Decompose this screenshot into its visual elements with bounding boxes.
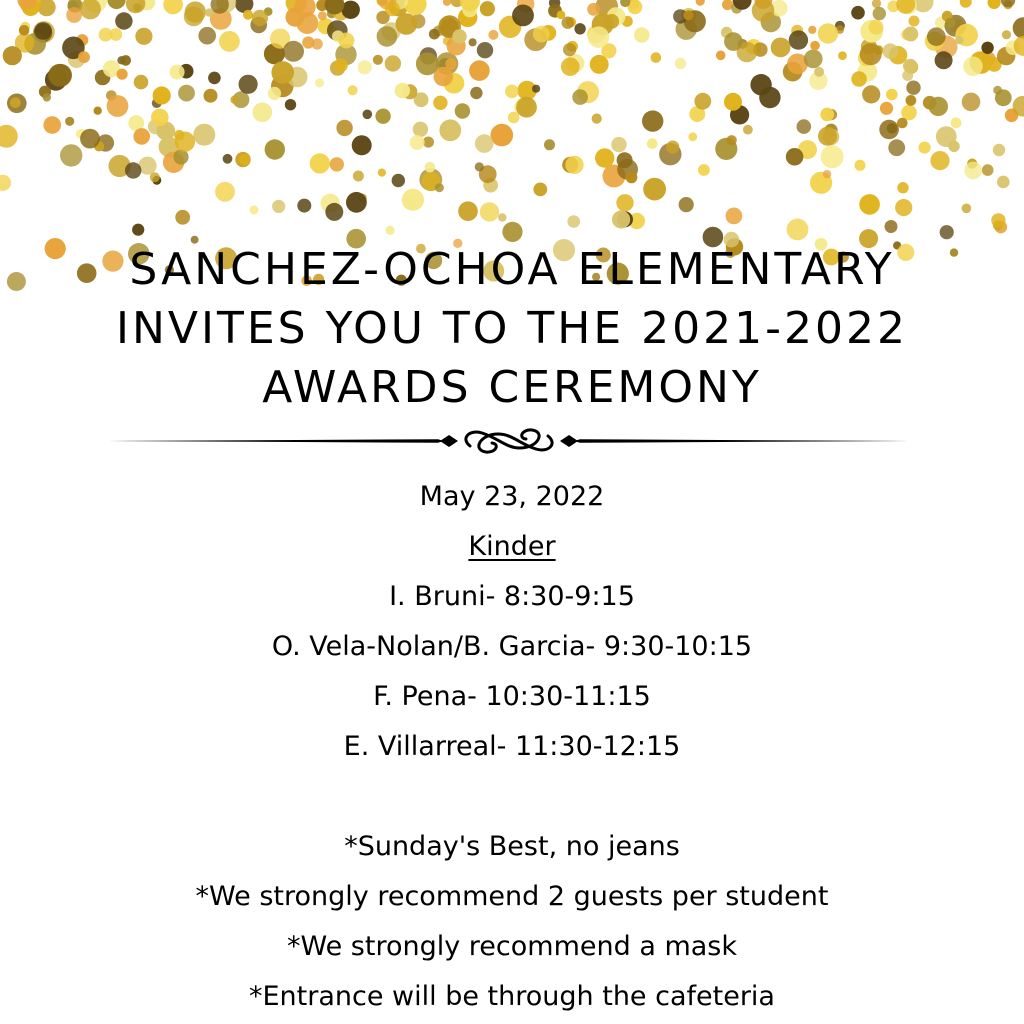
confetti-dot <box>271 61 294 84</box>
confetti-dot <box>561 57 580 76</box>
confetti-dot <box>348 85 358 95</box>
confetti-dot <box>617 152 633 168</box>
confetti-dot <box>611 137 626 152</box>
confetti-dot <box>312 38 323 49</box>
confetti-dot <box>771 38 791 58</box>
confetti-dot <box>439 119 461 141</box>
confetti-dot <box>126 0 145 13</box>
confetti-dot <box>906 81 920 95</box>
confetti-dot <box>897 118 908 129</box>
confetti-dot <box>19 25 30 36</box>
confetti-dot <box>502 222 522 242</box>
confetti-dot <box>330 157 344 171</box>
confetti-dot <box>395 83 410 98</box>
confetti-dot <box>175 132 195 152</box>
schedule-item: F. Pena- 10:30-11:15 <box>373 681 651 712</box>
ornamental-divider <box>108 424 910 458</box>
confetti-dot <box>429 29 440 40</box>
confetti-dot <box>855 160 866 171</box>
confetti-dot <box>873 7 886 20</box>
confetti-dot <box>851 6 865 20</box>
confetti-dot <box>823 170 831 178</box>
confetti-dot <box>488 30 498 40</box>
confetti-dot <box>198 27 216 45</box>
confetti-dot <box>724 32 743 51</box>
confetti-dot <box>132 224 144 236</box>
confetti-dot <box>272 200 285 213</box>
confetti-dot <box>818 23 838 43</box>
confetti-dot <box>787 219 809 241</box>
confetti-dot <box>239 75 258 94</box>
confetti-dot <box>752 0 775 22</box>
group-heading: Kinder <box>468 531 556 562</box>
confetti-dot <box>533 26 550 43</box>
confetti-dot <box>151 109 169 127</box>
confetti-dot <box>443 0 451 6</box>
confetti-dot <box>452 29 466 43</box>
confetti-dot <box>65 117 74 126</box>
confetti-dot <box>1002 30 1011 39</box>
confetti-dot <box>808 26 816 34</box>
confetti-dot <box>995 89 1012 106</box>
confetti-dot <box>567 215 580 228</box>
confetti-dot <box>252 10 268 26</box>
confetti-dot <box>869 20 884 35</box>
confetti-dot <box>724 93 742 111</box>
confetti-dot <box>445 58 456 69</box>
confetti-dot <box>480 1 495 16</box>
confetti-dot <box>153 86 171 104</box>
confetti-dot <box>929 97 948 116</box>
confetti-dot <box>94 107 102 115</box>
confetti-dot <box>3 46 22 65</box>
confetti-dot <box>906 95 917 106</box>
title-line-1: SANCHEZ-OCHOA ELEMENTARY <box>129 244 895 295</box>
confetti-dot <box>458 201 478 221</box>
confetti-dot <box>135 28 152 45</box>
confetti-dot <box>612 210 630 228</box>
confetti-dot <box>951 118 962 129</box>
confetti-dot <box>10 97 21 108</box>
confetti-dot <box>117 69 128 80</box>
confetti-dot <box>477 42 493 58</box>
confetti-dot <box>505 85 519 99</box>
confetti-dot <box>386 226 395 235</box>
confetti-dot <box>651 52 662 63</box>
confetti-dot <box>410 135 425 150</box>
confetti-dot <box>1013 17 1024 38</box>
confetti-dot <box>185 1 206 22</box>
confetti-dot <box>325 203 343 221</box>
confetti-dot <box>955 36 963 44</box>
confetti-dot <box>797 119 812 134</box>
confetti-dot <box>574 23 585 34</box>
confetti-dot <box>375 109 390 124</box>
confetti-dot <box>0 125 18 148</box>
confetti-dot <box>587 3 600 16</box>
confetti-dot <box>373 55 383 65</box>
confetti-dot <box>107 0 125 9</box>
confetti-dot <box>919 142 931 154</box>
confetti-dot <box>897 182 908 193</box>
confetti-dot <box>475 134 494 153</box>
event-date: May 23, 2022 <box>419 481 605 512</box>
confetti-dot <box>909 16 920 27</box>
confetti-dot <box>544 139 555 150</box>
confetti-dot <box>604 14 619 29</box>
confetti-dot <box>643 178 666 201</box>
confetti-dot <box>679 197 694 212</box>
confetti-dot <box>134 75 149 90</box>
confetti-dot <box>696 0 705 6</box>
confetti-dot <box>726 208 743 225</box>
confetti-dot <box>991 213 1005 227</box>
confetti-dot <box>396 13 418 35</box>
confetti-dot <box>413 122 428 137</box>
confetti-dot <box>250 206 259 215</box>
confetti-dot <box>125 162 141 178</box>
confetti-dot <box>997 176 1010 189</box>
confetti-dot <box>433 96 447 110</box>
confetti-dot <box>252 103 272 123</box>
confetti-dot <box>820 108 834 122</box>
confetti-dot <box>338 33 354 49</box>
confetti-dot <box>557 11 566 20</box>
confetti-dot <box>416 52 439 75</box>
confetti-dot <box>107 95 129 117</box>
confetti-dot <box>862 85 880 103</box>
confetti-dot <box>80 0 101 19</box>
confetti-dot <box>480 202 499 221</box>
confetti-dot <box>962 204 972 214</box>
confetti-dot <box>286 8 305 27</box>
confetti-dot <box>634 27 650 43</box>
confetti-dot <box>818 127 837 146</box>
confetti-dot <box>377 26 398 47</box>
confetti-dot <box>698 164 710 176</box>
confetti-dot <box>297 199 311 213</box>
confetti-dot <box>988 0 1001 9</box>
note-item: *Entrance will be through the cafeteria <box>249 981 775 1012</box>
confetti-dot <box>512 5 534 27</box>
confetti-dot <box>469 60 490 81</box>
confetti-dot <box>726 135 736 145</box>
confetti-dot <box>838 51 847 60</box>
confetti-dot <box>346 192 367 213</box>
confetti-dot <box>516 97 537 118</box>
confetti-dot <box>895 199 912 216</box>
confetti-dot <box>43 93 51 101</box>
confetti-dot <box>533 183 547 197</box>
confetti-dot <box>930 151 949 170</box>
confetti-dot <box>683 10 693 20</box>
confetti-dot <box>964 162 982 180</box>
confetti-dot <box>716 51 726 61</box>
confetti-dot <box>491 124 514 147</box>
confetti-dot <box>109 28 122 41</box>
confetti-dot <box>470 87 482 99</box>
confetti-dot <box>315 78 324 87</box>
confetti-dot <box>789 30 808 49</box>
confetti-dot <box>336 120 352 136</box>
confetti-dot <box>927 27 946 46</box>
confetti-dot <box>786 148 804 166</box>
confetti-dot <box>945 18 955 28</box>
confetti-dot <box>208 72 221 85</box>
confetti-dot <box>887 123 898 134</box>
confetti-dot <box>498 213 506 221</box>
confetti-dot <box>215 182 235 202</box>
confetti-dot <box>810 41 820 51</box>
confetti-dot <box>860 43 882 65</box>
confetti-dot <box>626 172 638 184</box>
confetti-dot <box>888 139 905 156</box>
note-item: *We strongly recommend 2 guests per student <box>195 881 829 912</box>
confetti-dot <box>880 102 893 115</box>
confetti-dot <box>666 141 679 154</box>
confetti-dot <box>268 87 281 100</box>
confetti-dot <box>743 125 753 135</box>
confetti-dot <box>588 26 609 47</box>
confetti-dot <box>993 144 1005 156</box>
confetti-dot <box>435 183 444 192</box>
confetti-dot <box>565 156 583 174</box>
confetti-dot <box>821 145 844 168</box>
confetti-dot <box>334 58 348 72</box>
confetti-dot <box>572 89 588 105</box>
confetti-dot <box>1001 0 1015 7</box>
confetti-dot <box>283 41 304 62</box>
confetti-dot <box>43 116 61 134</box>
confetti-dot <box>353 171 364 182</box>
confetti-dot <box>363 110 373 120</box>
confetti-dot <box>285 99 296 110</box>
confetti-dot <box>475 162 484 171</box>
confetti-dot <box>230 95 239 104</box>
confetti-dot <box>981 42 993 54</box>
confetti-dot <box>859 194 880 215</box>
confetti-dot <box>80 129 100 149</box>
confetti-dot <box>402 189 424 211</box>
confetti-dot <box>204 89 218 103</box>
confetti-dot <box>940 225 954 239</box>
confetti-dot <box>647 138 658 149</box>
confetti-dot <box>385 55 401 71</box>
confetti-dot <box>886 89 898 101</box>
schedule-item: E. Villarreal- 11:30-12:15 <box>343 731 681 762</box>
confetti-dot <box>60 144 82 166</box>
note-item: *Sunday's Best, no jeans <box>344 831 680 862</box>
confetti-dot <box>963 57 983 77</box>
confetti-dot <box>804 50 823 69</box>
confetti-dot <box>219 31 240 52</box>
confetti-dot <box>592 114 602 124</box>
confetti-dot <box>935 51 953 69</box>
confetti-dot <box>48 64 71 87</box>
confetti-dot <box>239 154 251 166</box>
confetti-dot <box>455 103 470 118</box>
confetti-dot <box>175 210 190 225</box>
confetti-dot <box>352 135 372 155</box>
event-details <box>0 472 1024 1022</box>
confetti-dot <box>872 0 881 8</box>
page-title <box>0 240 1024 417</box>
confetti-dot <box>962 93 981 112</box>
confetti-dot <box>960 0 972 8</box>
title-line-3: AWARDS CEREMONY <box>262 362 762 413</box>
confetti-dot <box>469 38 477 46</box>
confetti-dot <box>170 65 185 80</box>
confetti-dot <box>902 70 913 81</box>
confetti-dot <box>310 153 330 173</box>
confetti-dot <box>885 220 898 233</box>
schedule-item: I. Bruni- 8:30-9:15 <box>389 581 635 612</box>
confetti-dot <box>378 169 386 177</box>
confetti-dot <box>265 139 285 159</box>
confetti-dot <box>385 1 400 16</box>
confetti-dot <box>642 110 663 131</box>
confetti-dot <box>675 58 686 69</box>
confetti-dot <box>163 0 183 14</box>
note-item: *We strongly recommend a mask <box>286 931 737 962</box>
confetti-dot <box>0 175 11 191</box>
confetti-dot <box>120 55 131 66</box>
confetti-dot <box>243 10 253 20</box>
confetti-dot <box>903 27 918 42</box>
confetti-dot <box>425 162 436 173</box>
confetti-dot <box>78 51 90 63</box>
confetti-dot <box>318 11 327 20</box>
confetti-dot <box>851 71 867 87</box>
title-line-2: INVITES YOU TO THE 2021-2022 <box>116 303 908 354</box>
confetti-dot <box>508 112 520 124</box>
schedule-item: O. Vela-Nolan/B. Garcia- 9:30-10:15 <box>271 631 753 662</box>
confetti-dot <box>193 124 215 146</box>
confetti-dot <box>688 132 697 141</box>
confetti-dot <box>392 174 405 187</box>
confetti-dot <box>532 85 540 93</box>
spacer <box>0 772 1024 822</box>
confetti-dot <box>616 194 633 211</box>
confetti-dot <box>883 43 899 59</box>
confetti-dot <box>358 60 372 74</box>
confetti-dot <box>982 164 994 176</box>
confetti-dot <box>115 12 132 29</box>
confetti-dot <box>178 85 195 102</box>
confetti-dot <box>694 93 711 110</box>
confetti-dot <box>948 141 959 152</box>
confetti-dot <box>223 154 233 164</box>
confetti-dot <box>563 43 576 56</box>
confetti-dot <box>66 7 82 23</box>
confetti-dot <box>34 22 52 40</box>
confetti-dot <box>133 128 150 145</box>
confetti-dot <box>595 148 614 167</box>
confetti-dot <box>814 67 824 77</box>
confetti-dot <box>750 74 771 95</box>
